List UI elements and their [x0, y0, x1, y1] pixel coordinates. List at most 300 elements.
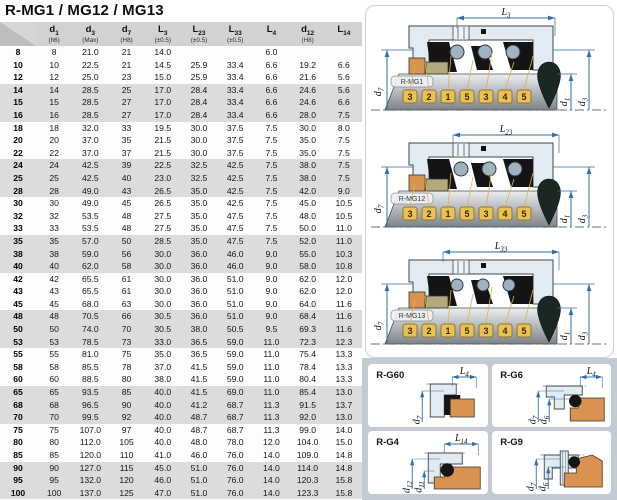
- dim-label: $d_7$: [526, 415, 540, 425]
- cell: 65.5: [72, 273, 108, 286]
- cell: 68.7: [217, 411, 253, 424]
- seal-face: [426, 62, 448, 74]
- cell: 50: [0, 323, 36, 336]
- cell: 53.5: [72, 222, 108, 235]
- dim-label: $L_{33}$: [494, 241, 508, 254]
- spring: [508, 162, 522, 176]
- cell: 38.0: [290, 159, 326, 172]
- col-header: $d_{12}$ (H8): [290, 22, 326, 46]
- seal-cross-section: [364, 240, 614, 356]
- cell: 120: [108, 474, 144, 487]
- cell: 35.0: [181, 197, 217, 210]
- cell: 6.6: [253, 84, 289, 97]
- cell: 10.3: [326, 248, 362, 261]
- part-number: 2: [426, 92, 432, 102]
- cell: 70: [108, 323, 144, 336]
- cell: 9.0: [253, 285, 289, 298]
- cell: 107.0: [72, 424, 108, 437]
- cell: 14.5: [145, 59, 181, 72]
- cell: 6.6: [253, 59, 289, 72]
- seal-diagram-R-MG1: [364, 6, 614, 122]
- cell: 70: [0, 411, 36, 424]
- cell: 58: [0, 361, 36, 374]
- cell: 52.0: [290, 235, 326, 248]
- cell: 96.5: [72, 399, 108, 412]
- cell: 25.9: [181, 59, 217, 72]
- table-row: [0, 373, 362, 386]
- seat-label: R-G6: [499, 370, 523, 381]
- cell: 14.0: [326, 424, 362, 437]
- cell: 10: [0, 59, 36, 72]
- cell: 18: [36, 122, 72, 135]
- cell: 33: [36, 222, 72, 235]
- cell: 85: [0, 449, 36, 462]
- cell: 7.5: [326, 159, 362, 172]
- dim-label: $d_7$: [373, 321, 386, 331]
- cell: 30.0: [181, 122, 217, 135]
- cell: 35: [36, 235, 72, 248]
- cell: 17.0: [145, 96, 181, 109]
- cell: 30.0: [145, 260, 181, 273]
- cell: 41.0: [145, 449, 181, 462]
- cell: 30.0: [145, 248, 181, 261]
- cell: 69.3: [290, 323, 326, 336]
- cell: 47.5: [217, 222, 253, 235]
- cell: 33.4: [217, 96, 253, 109]
- cell: 100: [0, 487, 36, 500]
- cell: 8: [0, 46, 36, 59]
- cell: 78.4: [290, 361, 326, 374]
- cell: 6.6: [253, 71, 289, 84]
- table-header-row: [0, 22, 362, 46]
- cell: 36.0: [181, 310, 217, 323]
- cell: 19.5: [145, 122, 181, 135]
- cell: 6.0: [253, 46, 289, 59]
- seal-diagrams-area: [362, 0, 617, 358]
- table-row: [0, 197, 362, 210]
- cell: 85.4: [290, 386, 326, 399]
- cell: 92: [108, 411, 144, 424]
- cell: 11.6: [326, 323, 362, 336]
- part-number: 5: [521, 209, 527, 219]
- part-number: 4: [502, 92, 508, 102]
- cell: 80: [108, 373, 144, 386]
- cell: 78.0: [217, 436, 253, 449]
- table-row: [0, 487, 362, 500]
- dim-label: $L_4$: [586, 366, 596, 379]
- spring: [506, 45, 520, 59]
- part-number: 2: [426, 209, 432, 219]
- cell: 15.8: [326, 474, 362, 487]
- cell: 14.0: [253, 462, 289, 475]
- table-row: [0, 46, 362, 59]
- cell: 13.0: [326, 386, 362, 399]
- cell: 51.0: [217, 310, 253, 323]
- part-number: 1: [445, 209, 451, 219]
- seat-cross-section: [368, 431, 488, 494]
- cell: 22.5: [72, 59, 108, 72]
- cell: 33.4: [217, 84, 253, 97]
- dim-label: $d_1$: [559, 97, 572, 107]
- col-header: $L_{23}$ (±0.5): [181, 22, 217, 46]
- cell: 43: [0, 285, 36, 298]
- cell: 90: [108, 399, 144, 412]
- cell: 35.0: [290, 134, 326, 147]
- part-number: 3: [483, 326, 489, 336]
- cell: 65: [0, 386, 36, 399]
- cell: 64.0: [290, 298, 326, 311]
- part-number: 4: [502, 326, 508, 336]
- cell: 7.5: [253, 172, 289, 185]
- cell: 45: [108, 197, 144, 210]
- seal-face: [426, 296, 448, 308]
- cell: 15: [0, 96, 36, 109]
- cell: 51.0: [217, 298, 253, 311]
- table-row: [0, 59, 362, 72]
- cell: 75.4: [290, 348, 326, 361]
- cell: 45: [0, 298, 36, 311]
- cell: 14.0: [253, 449, 289, 462]
- table-row: [0, 159, 362, 172]
- cell: 68.4: [290, 310, 326, 323]
- cell: 25.0: [72, 71, 108, 84]
- table-row: [0, 386, 362, 399]
- cell: 7.5: [326, 134, 362, 147]
- cell: 17.0: [145, 84, 181, 97]
- col-header: $d_3$ (Max): [72, 22, 108, 46]
- cell: 35.0: [145, 348, 181, 361]
- cell: 55: [36, 348, 72, 361]
- cell: 33.4: [217, 71, 253, 84]
- cell: 46.0: [217, 260, 253, 273]
- cell: 36.0: [181, 285, 217, 298]
- cell: 49.0: [72, 185, 108, 198]
- cell: 21.5: [145, 134, 181, 147]
- cell: 37.0: [145, 361, 181, 374]
- seal-diagram-R-MG13: [364, 240, 614, 356]
- cell: 36.0: [181, 260, 217, 273]
- cell: 35.0: [290, 147, 326, 160]
- table-row: [0, 84, 362, 97]
- cell: 11.0: [253, 386, 289, 399]
- cell: 11.6: [326, 298, 362, 311]
- part-number: 1: [445, 92, 451, 102]
- cell: 6.6: [253, 96, 289, 109]
- screw-dot: [481, 263, 486, 268]
- cell: 78: [108, 361, 144, 374]
- cell: 6.6: [326, 59, 362, 72]
- cell: 26.5: [145, 185, 181, 198]
- table-row: [0, 222, 362, 235]
- cell: 32.0: [72, 122, 108, 135]
- cell: 112.0: [72, 436, 108, 449]
- cell: 33.0: [145, 336, 181, 349]
- cell: 75: [0, 424, 36, 437]
- cell: 30.0: [145, 298, 181, 311]
- cell: 9.5: [253, 323, 289, 336]
- dim-label: $d_{12}$: [401, 481, 414, 493]
- cell: 50.5: [217, 323, 253, 336]
- cell: 9.0: [253, 260, 289, 273]
- cell: 8: [36, 46, 72, 59]
- cell: 36.5: [181, 336, 217, 349]
- cell: 56: [108, 248, 144, 261]
- spring: [451, 279, 463, 291]
- seat-cross-section: [492, 364, 612, 427]
- cell: 22.5: [145, 159, 181, 172]
- dim-label: $d_7$: [524, 482, 538, 492]
- cell: 88.5: [72, 373, 108, 386]
- cell: 59.0: [72, 248, 108, 261]
- cell: 38.0: [181, 323, 217, 336]
- cell: 60: [36, 373, 72, 386]
- cell: 35.0: [181, 210, 217, 223]
- cell: 48: [36, 310, 72, 323]
- cell: 59.0: [217, 373, 253, 386]
- cell: 24.6: [290, 96, 326, 109]
- cell: 114.0: [290, 462, 326, 475]
- seat-diagrams-panel: [362, 358, 617, 500]
- cell: 8.0: [326, 122, 362, 135]
- cell: 73: [108, 336, 144, 349]
- cell: 68: [0, 399, 36, 412]
- cell: 15.8: [326, 487, 362, 500]
- cell: 28: [36, 185, 72, 198]
- cell: 59.0: [217, 348, 253, 361]
- cell: 51.0: [181, 474, 217, 487]
- cell: 21: [108, 59, 144, 72]
- cell: 7.5: [253, 222, 289, 235]
- cell: 132.0: [72, 474, 108, 487]
- cell: 9.0: [326, 185, 362, 198]
- cell: 55: [0, 348, 36, 361]
- part-number: 3: [407, 92, 413, 102]
- cell: 27.5: [145, 210, 181, 223]
- cell: 33: [0, 222, 36, 235]
- drive-collar: [409, 292, 425, 308]
- set-screw: [453, 26, 469, 40]
- cell: 6.6: [326, 96, 362, 109]
- cell: 23.0: [145, 172, 181, 185]
- table-row: [0, 273, 362, 286]
- col-header: $L_3$ (±0.5): [145, 22, 181, 46]
- cell: 55.0: [290, 248, 326, 261]
- seal-cross-section: [364, 123, 614, 239]
- cell: 48.0: [181, 436, 217, 449]
- cell: 60: [0, 373, 36, 386]
- dimension-table-wrap: [0, 22, 362, 500]
- col-header: [0, 22, 36, 46]
- cell: 47.5: [217, 235, 253, 248]
- cell: 35.0: [181, 222, 217, 235]
- cell: 66: [108, 310, 144, 323]
- cell: 58: [108, 260, 144, 273]
- table-row: [0, 235, 362, 248]
- cell: 14.0: [253, 487, 289, 500]
- cell: 7.5: [253, 159, 289, 172]
- cell: 14.8: [326, 462, 362, 475]
- cell: 30.5: [145, 323, 181, 336]
- seat-cross-section: [492, 431, 612, 494]
- cell: 45: [36, 298, 72, 311]
- cell: 80.4: [290, 373, 326, 386]
- cell: 22: [0, 147, 36, 160]
- cell: 12.0: [326, 273, 362, 286]
- part-number: 3: [483, 92, 489, 102]
- cell: 14.8: [326, 449, 362, 462]
- table-row: [0, 348, 362, 361]
- cell: 27: [108, 109, 144, 122]
- cell: 30: [0, 197, 36, 210]
- cell: 68.7: [217, 399, 253, 412]
- cell: 42.5: [217, 172, 253, 185]
- table-row: [0, 122, 362, 135]
- cell: 62.0: [72, 260, 108, 273]
- cell: 9.0: [253, 273, 289, 286]
- dim-label: $d_7$: [373, 204, 386, 214]
- cell: 59.0: [217, 336, 253, 349]
- table-row: [0, 248, 362, 261]
- dim-label: $d_7$: [373, 87, 386, 97]
- cell: 38: [36, 248, 72, 261]
- cell: 5.6: [326, 71, 362, 84]
- cell: 28.4: [181, 109, 217, 122]
- cell: 7.5: [253, 147, 289, 160]
- cell: 33: [108, 122, 144, 135]
- cell: 53.5: [72, 210, 108, 223]
- table-row: [0, 109, 362, 122]
- cell: 42.5: [217, 159, 253, 172]
- seat-label: R-G60: [376, 370, 405, 381]
- cell: 42.5: [72, 172, 108, 185]
- spring: [477, 279, 489, 291]
- cell: 16: [36, 109, 72, 122]
- cell: 48: [108, 210, 144, 223]
- cell: 9.0: [253, 248, 289, 261]
- cell: 9.0: [253, 298, 289, 311]
- cell: 11.0: [253, 373, 289, 386]
- cell: 6.6: [253, 109, 289, 122]
- cell: 12.0: [326, 285, 362, 298]
- cell: 45.0: [145, 462, 181, 475]
- cell: 38.0: [145, 373, 181, 386]
- part-number: 5: [521, 92, 527, 102]
- cell: 28.4: [181, 84, 217, 97]
- table-row: [0, 361, 362, 374]
- table-row: [0, 399, 362, 412]
- cell: 127.0: [72, 462, 108, 475]
- cell: 61: [108, 273, 144, 286]
- cell: 51.0: [217, 285, 253, 298]
- product-label: R-MG12: [398, 196, 426, 204]
- cell: 28: [0, 185, 36, 198]
- cell: 22: [36, 147, 72, 160]
- dim-label: $d_3$: [577, 331, 590, 341]
- drive-collar: [409, 175, 425, 191]
- cell: 46.0: [217, 248, 253, 261]
- cell: 21: [108, 46, 144, 59]
- seat-diagram-R-G4: [368, 431, 488, 494]
- cell: 120.0: [72, 449, 108, 462]
- cell: 42: [36, 273, 72, 286]
- dim-label: $L_{23}$: [499, 124, 513, 137]
- dim-label: $d_1$: [559, 214, 572, 224]
- cell: 11.3: [253, 411, 289, 424]
- cell: 41.2: [181, 399, 217, 412]
- dim-label: $d_{11}$: [413, 481, 426, 493]
- part-number: 5: [464, 209, 470, 219]
- screw-dot: [481, 29, 486, 34]
- cell: 11.0: [253, 336, 289, 349]
- cell: 28.0: [290, 109, 326, 122]
- cell: 109.0: [290, 449, 326, 462]
- cell: 24: [36, 159, 72, 172]
- seat-diagram-R-G6: [492, 364, 612, 427]
- cell: 63: [108, 298, 144, 311]
- cell: 28.5: [72, 84, 108, 97]
- cell: 7.5: [253, 122, 289, 135]
- cell: 12.0: [253, 436, 289, 449]
- table-row: [0, 172, 362, 185]
- cell: 42.5: [72, 159, 108, 172]
- cell: 37.5: [217, 122, 253, 135]
- cell: 30.0: [145, 285, 181, 298]
- cell: 21.5: [145, 147, 181, 160]
- table-row: [0, 96, 362, 109]
- col-header: $d_7$ (H8): [108, 22, 144, 46]
- cell: 81.0: [72, 348, 108, 361]
- cell: [290, 46, 326, 59]
- cell: 46.0: [145, 474, 181, 487]
- cell: 76.0: [217, 449, 253, 462]
- cell: 95: [0, 474, 36, 487]
- cell: 10.5: [326, 197, 362, 210]
- cell: 40.0: [145, 386, 181, 399]
- dim-label: $d_6$: [537, 415, 551, 425]
- set-screw: [453, 260, 469, 274]
- cell: 33.4: [217, 59, 253, 72]
- cell: 137.0: [72, 487, 108, 500]
- part-number: 5: [521, 326, 527, 336]
- cell: 27.5: [145, 222, 181, 235]
- cell: 30.0: [181, 134, 217, 147]
- cell: 50: [36, 323, 72, 336]
- cell: 68: [36, 399, 72, 412]
- col-header: $L_{14}$: [326, 22, 362, 46]
- cell: 115: [108, 462, 144, 475]
- cell: 28.5: [72, 96, 108, 109]
- table-row: [0, 323, 362, 336]
- col-header: $d_1$ (h6): [36, 22, 72, 46]
- cell: 7.5: [253, 235, 289, 248]
- cell: 74.0: [72, 323, 108, 336]
- o-ring: [569, 395, 581, 407]
- cell: 28.5: [72, 109, 108, 122]
- cell: 59.0: [217, 361, 253, 374]
- cell: 13.7: [326, 399, 362, 412]
- cell: 14.0: [145, 46, 181, 59]
- table-row: [0, 260, 362, 273]
- table-row: [0, 474, 362, 487]
- cell: 80: [36, 436, 72, 449]
- cell: 48.7: [181, 411, 217, 424]
- cell: 10.8: [326, 260, 362, 273]
- cell: 57.0: [72, 235, 108, 248]
- cell: 75: [108, 348, 144, 361]
- part-number: 1: [445, 326, 451, 336]
- table-row: [0, 210, 362, 223]
- cell: 93.5: [72, 386, 108, 399]
